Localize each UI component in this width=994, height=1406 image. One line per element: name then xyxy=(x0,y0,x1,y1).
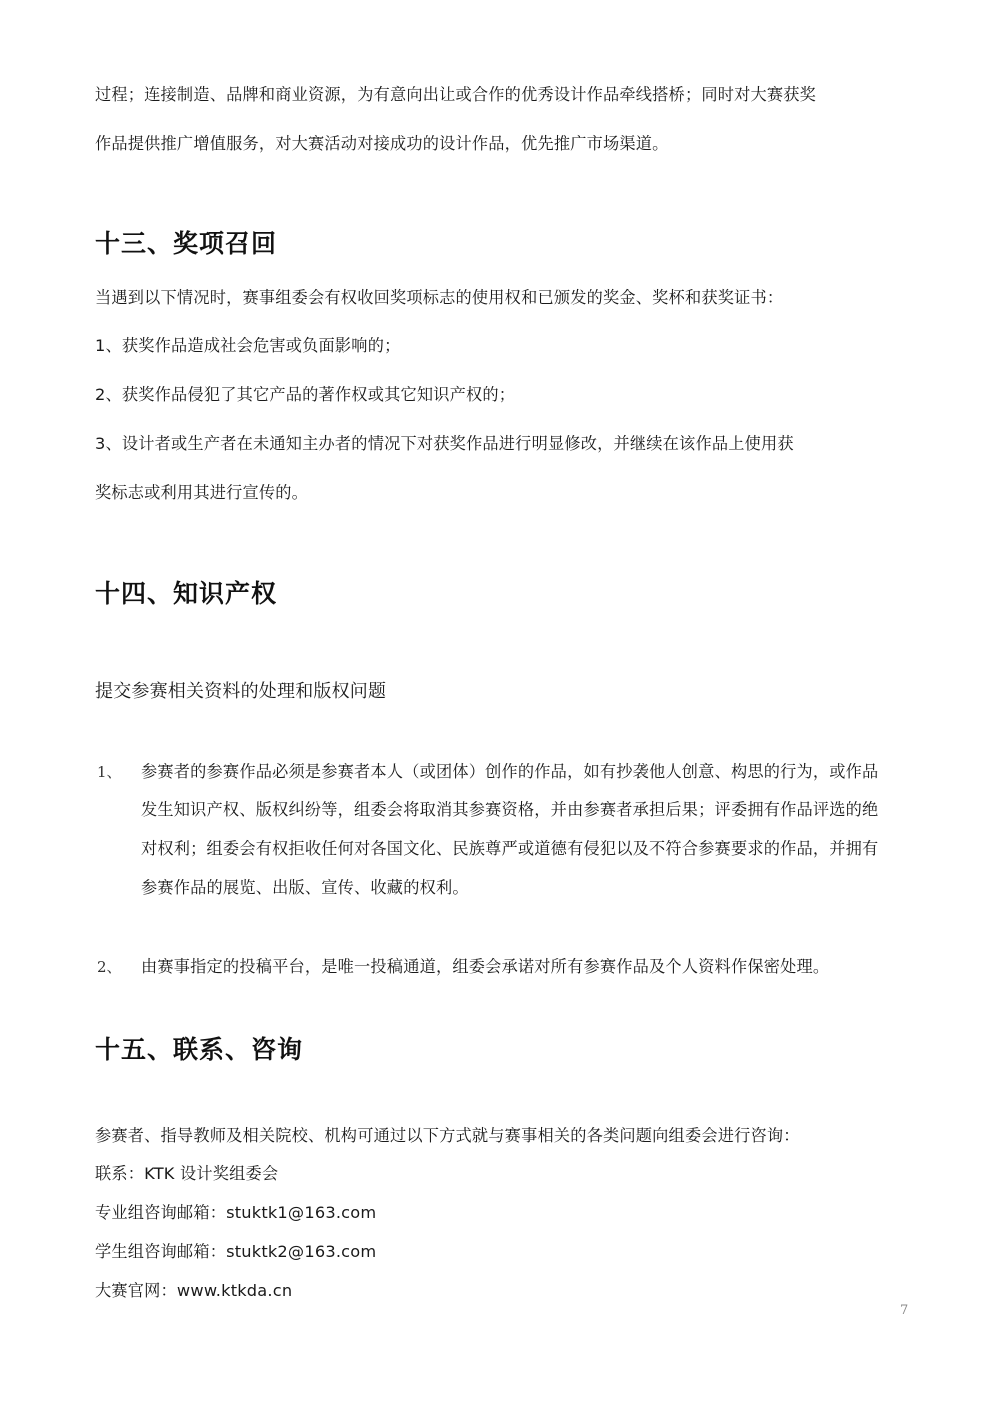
section-14-item-1-line-1: 参赛者的参赛作品必须是参赛者本人（或团体）创作的作品，如有抄袭他人创意、构思的行为，或作品 xyxy=(141,762,879,781)
student-group-email: 学生组咨询邮箱：stuktk2@163.com xyxy=(95,1242,377,1261)
section-14-item-1-line-4: 参赛作品的展览、出版、宣传、收藏的权利。 xyxy=(141,878,469,897)
official-website: 大赛官网：www.ktkda.cn xyxy=(95,1281,293,1300)
contact-organizer: 联系：KTK 设计奖组委会 xyxy=(95,1164,279,1183)
section-15-heading: 十五、联系、咨询 xyxy=(95,1035,304,1064)
intro-text-line-1: 过程；连接制造、品牌和商业资源，为有意向出让或合作的优秀设计作品牵线搭桥；同时对大赛获奖 xyxy=(95,85,817,104)
section-13-item-1: 1、获奖作品造成社会危害或负面影响的； xyxy=(95,336,401,355)
section-14-item-1-line-2: 发生知识产权、版权纠纷等，组委会将取消其参赛资格，并由参赛者承担后果；评委拥有作品评选的绝 xyxy=(141,800,879,819)
section-13-intro: 当遇到以下情况时，赛事组委会有权收回奖项标志的使用权和已颁发的奖金、奖杯和获奖证书： xyxy=(95,288,784,307)
section-13-heading: 十三、奖项召回 xyxy=(95,229,278,258)
section-14-item-1-line-3: 对权利；组委会有权拒收任何对各国文化、民族尊严或道德有侵犯以及不符合参赛要求的作品，并拥有 xyxy=(141,839,879,858)
section-14-item-2-number: 2、 xyxy=(97,958,122,976)
section-13-item-2: 2、获奖作品侵犯了其它产品的著作权或其它知识产权的； xyxy=(95,385,516,404)
intro-text-line-2: 作品提供推广增值服务，对大赛活动对接成功的设计作品，优先推广市场渠道。 xyxy=(95,134,669,153)
section-13-item-3-continued: 奖标志或利用其进行宣传的。 xyxy=(95,483,309,502)
professional-group-email: 专业组咨询邮箱：stuktk1@163.com xyxy=(95,1203,377,1222)
section-14-subtitle: 提交参赛相关资料的处理和版权问题 xyxy=(95,681,387,702)
section-13-item-3: 3、设计者或生产者在未通知主办者的情况下对获奖作品进行明显修改，并继续在该作品上使用获 xyxy=(95,434,794,453)
section-14-item-2-line-1: 由赛事指定的投稿平台，是唯一投稿通道，组委会承诺对所有参赛作品及个人资料作保密处理。 xyxy=(141,957,830,976)
page-number: 7 xyxy=(900,1303,909,1318)
section-15-intro: 参赛者、指导教师及相关院校、机构可通过以下方式就与赛事相关的各类问题向组委会进行咨询： xyxy=(95,1126,800,1145)
section-14-item-1-number: 1、 xyxy=(97,763,122,781)
section-14-heading: 十四、知识产权 xyxy=(95,579,278,608)
